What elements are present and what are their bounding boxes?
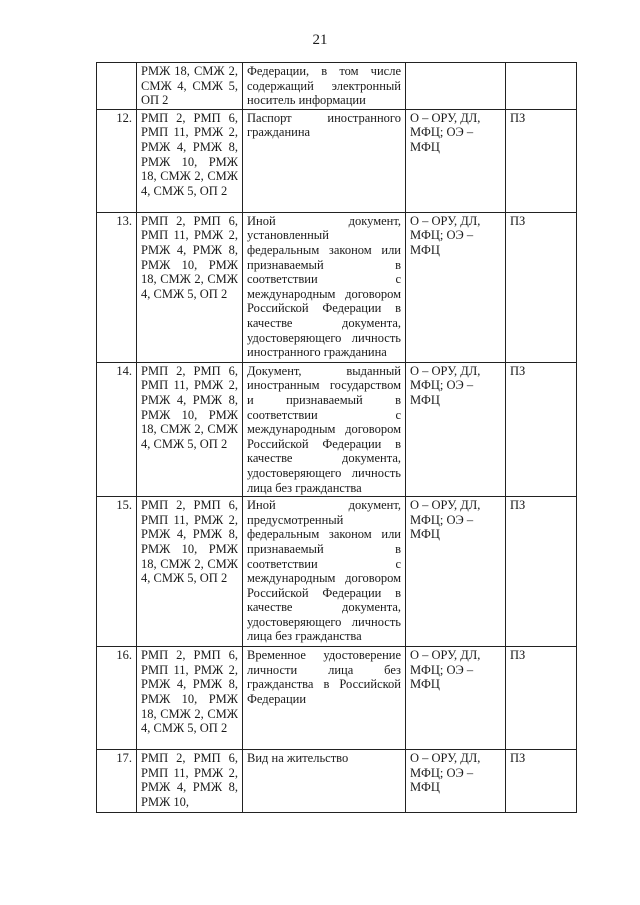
row-number: 16. <box>97 647 137 750</box>
table-row <box>97 109 577 212</box>
table-row <box>97 750 577 813</box>
row-document: Федерации, в том числе содержащий электронный носитель информации <box>243 63 406 110</box>
row-document: Иной документ, установленный федеральным законом или признаваемый в соответствии с международным договором Российской Федерации в качестве документа, удостоверяющего личность иностранного гражданина <box>243 212 406 362</box>
row-codes: РМП 2, РМП 6, РМП 11, РМЖ 2, РМЖ 4, РМЖ 8, РМЖ 10, РМЖ 18, СМЖ 2, СМЖ 4, СМЖ 5, ОП 2 <box>137 362 243 496</box>
row-location: О – ОРУ, ДЛ, МФЦ; ОЭ – МФЦ <box>406 109 506 212</box>
row-number: 13. <box>97 212 137 362</box>
row-number: 14. <box>97 362 137 496</box>
row-document: Вид на жительство <box>243 750 406 813</box>
row-document: Временное удостоверение личности лица без гражданства в Российской Федерации <box>243 647 406 750</box>
row-codes: РМП 2, РМП 6, РМП 11, РМЖ 2, РМЖ 4, РМЖ 8, РМЖ 10, РМЖ 18, СМЖ 2, СМЖ 4, СМЖ 5, ОП 2 <box>137 497 243 647</box>
table-row <box>97 362 577 496</box>
row-document: Документ, выданный иностранным государством и признаваемый в соответствии с международным договором Российской Федерации в качестве документа, удостоверяющего личность лица без гражданства <box>243 362 406 496</box>
row-pz: ПЗ <box>506 212 577 362</box>
row-location: О – ОРУ, ДЛ, МФЦ; ОЭ – МФЦ <box>406 212 506 362</box>
row-codes: РМЖ 18, СМЖ 2, СМЖ 4, СМЖ 5, ОП 2 <box>137 63 243 110</box>
row-document: Паспорт иностранного гражданина <box>243 109 406 212</box>
table-row <box>97 212 577 362</box>
row-codes: РМП 2, РМП 6, РМП 11, РМЖ 2, РМЖ 4, РМЖ 8, РМЖ 10, РМЖ 18, СМЖ 2, СМЖ 4, СМЖ 5, ОП 2 <box>137 647 243 750</box>
row-pz: ПЗ <box>506 750 577 813</box>
row-location <box>406 63 506 110</box>
row-document: Иной документ, предусмотренный федеральным законом или признаваемый в соответствии с международным договором Российской Федерации в качестве документа, удостоверяющего личность лица без гражданства <box>243 497 406 647</box>
row-codes: РМП 2, РМП 6, РМП 11, РМЖ 2, РМЖ 4, РМЖ 8, РМЖ 10, РМЖ 18, СМЖ 2, СМЖ 4, СМЖ 5, ОП 2 <box>137 212 243 362</box>
page-number: 21 <box>312 32 328 48</box>
row-number: 15. <box>97 497 137 647</box>
row-pz: ПЗ <box>506 497 577 647</box>
row-location: О – ОРУ, ДЛ, МФЦ; ОЭ – МФЦ <box>406 362 506 496</box>
row-pz: ПЗ <box>506 362 577 496</box>
table-row <box>97 63 577 110</box>
row-number: 17. <box>97 750 137 813</box>
row-pz: ПЗ <box>506 109 577 212</box>
row-location: О – ОРУ, ДЛ, МФЦ; ОЭ – МФЦ <box>406 497 506 647</box>
row-location: О – ОРУ, ДЛ, МФЦ; ОЭ – МФЦ <box>406 647 506 750</box>
row-pz: ПЗ <box>506 647 577 750</box>
row-codes: РМП 2, РМП 6, РМП 11, РМЖ 2, РМЖ 4, РМЖ 8, РМЖ 10, РМЖ 18, СМЖ 2, СМЖ 4, СМЖ 5, ОП 2 <box>137 109 243 212</box>
row-pz <box>506 63 577 110</box>
row-number: 12. <box>97 109 137 212</box>
row-number <box>97 63 137 110</box>
row-codes: РМП 2, РМП 6, РМП 11, РМЖ 2, РМЖ 4, РМЖ 8, РМЖ 10, <box>137 750 243 813</box>
table-row <box>97 647 577 750</box>
row-location: О – ОРУ, ДЛ, МФЦ; ОЭ – МФЦ <box>406 750 506 813</box>
table-row <box>97 497 577 647</box>
documents-table <box>96 62 577 813</box>
